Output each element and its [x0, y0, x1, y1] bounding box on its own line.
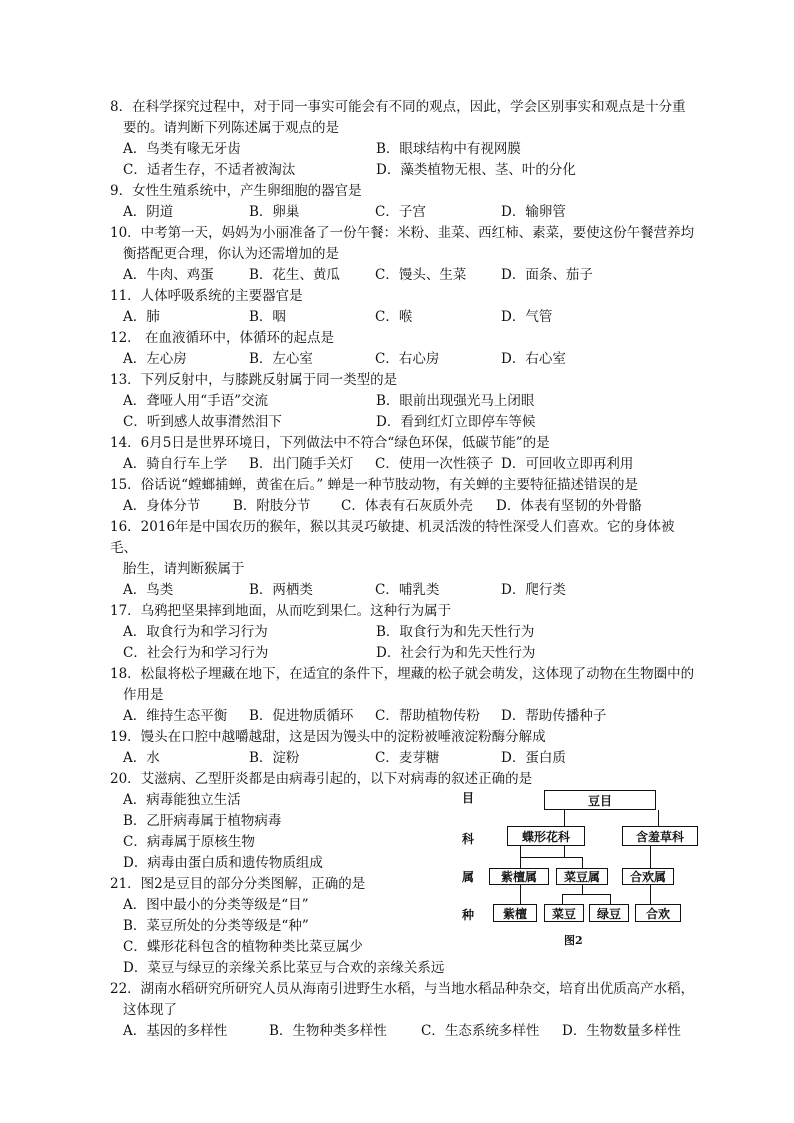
connector-line — [650, 846, 651, 868]
option-c: C．哺乳类 — [375, 582, 440, 598]
option-b: B．眼前出现强光马上闭眼 — [376, 393, 535, 409]
option-a: A．鸟类 — [123, 582, 174, 598]
option-d: D．右心室 — [501, 351, 566, 367]
question-stem: 14．6月5日是世界环境日，下列做法中不符合“绿色环保，低碳节能”的是 — [110, 435, 550, 451]
option-a: A．病毒能独立生活 — [123, 792, 241, 808]
option-d: D．爬行类 — [501, 582, 566, 598]
connector-line — [610, 894, 611, 904]
option-a: A．鸟类有喙无牙齿 — [123, 141, 241, 157]
rank-label-species: 种 — [462, 908, 475, 922]
question-stem-cont: 这体现了 — [123, 1002, 177, 1018]
question-18 — [110, 664, 700, 727]
option-d: D．帮助传播种子 — [501, 708, 607, 724]
option-b: B．眼球结构中有视网膜 — [376, 141, 521, 157]
question-stem: 20．艾滋病、乙型肝炎都是由病毒引起的，以下对病毒的叙述正确的是 — [110, 771, 533, 787]
box-species-mung-bean: 绿豆 — [589, 904, 629, 922]
question-stem-cont: 作用是 — [123, 687, 164, 703]
option-d: D．菜豆与绿豆的亲缘关系比菜豆与合欢的亲缘关系远 — [123, 960, 445, 976]
question-14 — [110, 433, 700, 475]
option-d: D．蛋白质 — [501, 750, 566, 766]
option-a: A．牛肉、鸡蛋 — [123, 267, 214, 283]
question-stem: 10．中考第一天，妈妈为小丽准备了一份午餐：米粉、韭菜、西红柿、素菜，要使这份午餐营养均 — [110, 225, 695, 241]
box-genus-albizia: 合欢属 — [622, 868, 674, 885]
option-c: C．生态系统多样性 — [421, 1023, 540, 1039]
box-order-legumes: 豆目 — [544, 790, 656, 810]
option-b: B．取食行为和先天性行为 — [376, 624, 535, 640]
question-16 — [110, 517, 700, 601]
option-d: D．病毒由蛋白质和遗传物质组成 — [123, 855, 323, 871]
option-a: A．身体分节 — [123, 498, 201, 514]
box-species-kidney-bean: 菜豆 — [544, 904, 584, 922]
box-family-papilionaceae: 蝶形花科 — [507, 826, 585, 846]
option-b: B．菜豆所处的分类等级是“种” — [123, 918, 309, 934]
option-d: D．生物数量多样性 — [562, 1023, 681, 1039]
box-species-red-sandalwood: 紫檀 — [493, 904, 537, 922]
classification-diagram — [462, 785, 702, 945]
option-c: C．蝶形花科包含的植物种类比菜豆属少 — [123, 939, 363, 955]
question-9 — [110, 181, 700, 223]
box-genus-pterocarpus: 紫檀属 — [489, 868, 549, 885]
question-22 — [110, 979, 700, 1042]
question-19 — [110, 727, 700, 769]
question-15 — [110, 475, 700, 517]
option-a: A．左心房 — [123, 351, 187, 367]
option-b: B．促进物质循环 — [249, 708, 354, 724]
question-stem: 9．女性生殖系统中，产生卵细胞的器官是 — [110, 183, 362, 199]
question-12 — [110, 328, 700, 370]
option-c: C．体表有石灰质外壳 — [341, 498, 473, 514]
connector-line — [562, 894, 563, 904]
option-b: B．花生、黄瓜 — [249, 267, 340, 283]
option-c: C．帮助植物传粉 — [375, 708, 480, 724]
option-c: C．社会行为和学习行为 — [123, 645, 269, 661]
connector-line — [650, 885, 651, 904]
connector-line — [562, 894, 611, 895]
connector-line — [520, 857, 583, 858]
option-b: B．两栖类 — [249, 582, 313, 598]
option-c: C．适者生存，不适者被淘汰 — [123, 162, 296, 178]
connector-line — [564, 846, 565, 857]
option-b: B．左心室 — [249, 351, 313, 367]
option-d: D．社会行为和先天性行为 — [376, 645, 536, 661]
question-stem-cont: 衡搭配更合理，你认为还需增加的是 — [123, 246, 339, 262]
connector-line — [582, 885, 583, 894]
option-a: A．维持生态平衡 — [123, 708, 228, 724]
connector-line — [582, 857, 583, 868]
question-stem: 18．松鼠将松子埋藏在地下，在适宜的条件下，埋藏的松子就会萌发，这体现了动物在生物圈中的 — [110, 666, 695, 682]
question-stem: 22．湖南水稻研究所研究人员从海南引进野生水稻，与当地水稻品种杂交，培育出优质高产水稻， — [110, 981, 695, 997]
option-a: A．基因的多样性 — [123, 1023, 228, 1039]
question-11 — [110, 286, 700, 328]
question-stem: 17．乌鸦把坚果摔到地面，从而吃到果仁。这种行为属于 — [110, 603, 452, 619]
figure-caption: 图2 — [564, 934, 583, 947]
option-b: B．乙肝病毒属于植物病毒 — [123, 813, 282, 829]
question-stem: 21．图2是豆目的部分分类图解，正确的是 — [110, 876, 366, 892]
option-a: A．阴道 — [123, 204, 174, 220]
box-family-mimosaceae: 含羞草科 — [622, 826, 698, 846]
question-stem: 8．在科学探究过程中，对于同一事实可能会有不同的观点，因此，学会区别事实和观点是十分重 — [110, 99, 686, 115]
question-stem: 15．俗话说“螳螂捕蝉，黄雀在后。” 蝉是一种节肢动物，有关蝉的主要特征描述错误的是 — [110, 477, 639, 493]
connector-line — [520, 885, 521, 904]
option-a: A．肺 — [123, 309, 160, 325]
option-b: B．卵巢 — [249, 204, 300, 220]
option-c: C．病毒属于原核生物 — [123, 834, 255, 850]
rank-label-family: 科 — [462, 832, 475, 846]
rank-label-order: 目 — [462, 791, 475, 805]
question-stem: 16．2016年是中国农历的猴年，猴以其灵巧敏捷、机灵活泼的特性深受人们喜欢。它的身体被毛、 — [110, 519, 675, 556]
option-a: A．水 — [123, 750, 160, 766]
option-c: C．使用一次性筷子 — [375, 456, 494, 472]
rank-label-genus: 属 — [462, 870, 475, 884]
question-8 — [110, 97, 700, 181]
box-species-silk-tree: 合欢 — [635, 904, 681, 922]
option-c: C．麦芽糖 — [375, 750, 440, 766]
option-d: D．输卵管 — [501, 204, 566, 220]
option-a: A．骑自行车上学 — [123, 456, 228, 472]
option-c: C．馒头、生菜 — [375, 267, 467, 283]
connector-line — [658, 810, 659, 826]
option-c: C．听到感人故事潸然泪下 — [123, 414, 282, 430]
option-b: B．咽 — [249, 309, 286, 325]
option-d: D．体表有坚韧的外骨骼 — [496, 498, 642, 514]
option-a: A．图中最小的分类等级是“目” — [123, 897, 309, 913]
question-13 — [110, 370, 700, 433]
question-stem: 11．人体呼吸系统的主要器官是 — [110, 288, 303, 304]
question-stem-cont: 胎生，请判断猴属于 — [123, 561, 245, 577]
question-10 — [110, 223, 700, 286]
question-17 — [110, 601, 700, 664]
option-b: B．淀粉 — [249, 750, 300, 766]
question-stem: 19．馒头在口腔中越嚼越甜，这是因为馒头中的淀粉被唾液淀粉酶分解成 — [110, 729, 546, 745]
question-stem: 13．下列反射中，与膝跳反射属于同一类型的是 — [110, 372, 398, 388]
option-b: B．出门随手关灯 — [249, 456, 354, 472]
option-a: A．取食行为和学习行为 — [123, 624, 268, 640]
option-d: D．面条、茄子 — [501, 267, 593, 283]
option-d: D．看到红灯立即停车等候 — [376, 414, 536, 430]
option-d: D．可回收立即再利用 — [501, 456, 634, 472]
question-stem: 12． 在血液循环中，体循环的起点是 — [110, 330, 334, 346]
option-a: A．聋哑人用“手语”交流 — [123, 393, 269, 409]
option-c: C．右心房 — [375, 351, 440, 367]
box-genus-phaseolus: 菜豆属 — [556, 868, 608, 885]
option-c: C．子宫 — [375, 204, 426, 220]
option-b: B．生物种类多样性 — [269, 1023, 387, 1039]
question-stem-cont: 要的。请判断下列陈述属于观点的是 — [123, 120, 339, 136]
option-b: B．附肢分节 — [233, 498, 311, 514]
option-d: D．藻类植物无根、茎、叶的分化 — [376, 162, 576, 178]
option-c: C．喉 — [375, 309, 413, 325]
option-d: D．气管 — [501, 309, 553, 325]
connector-line — [564, 810, 565, 826]
